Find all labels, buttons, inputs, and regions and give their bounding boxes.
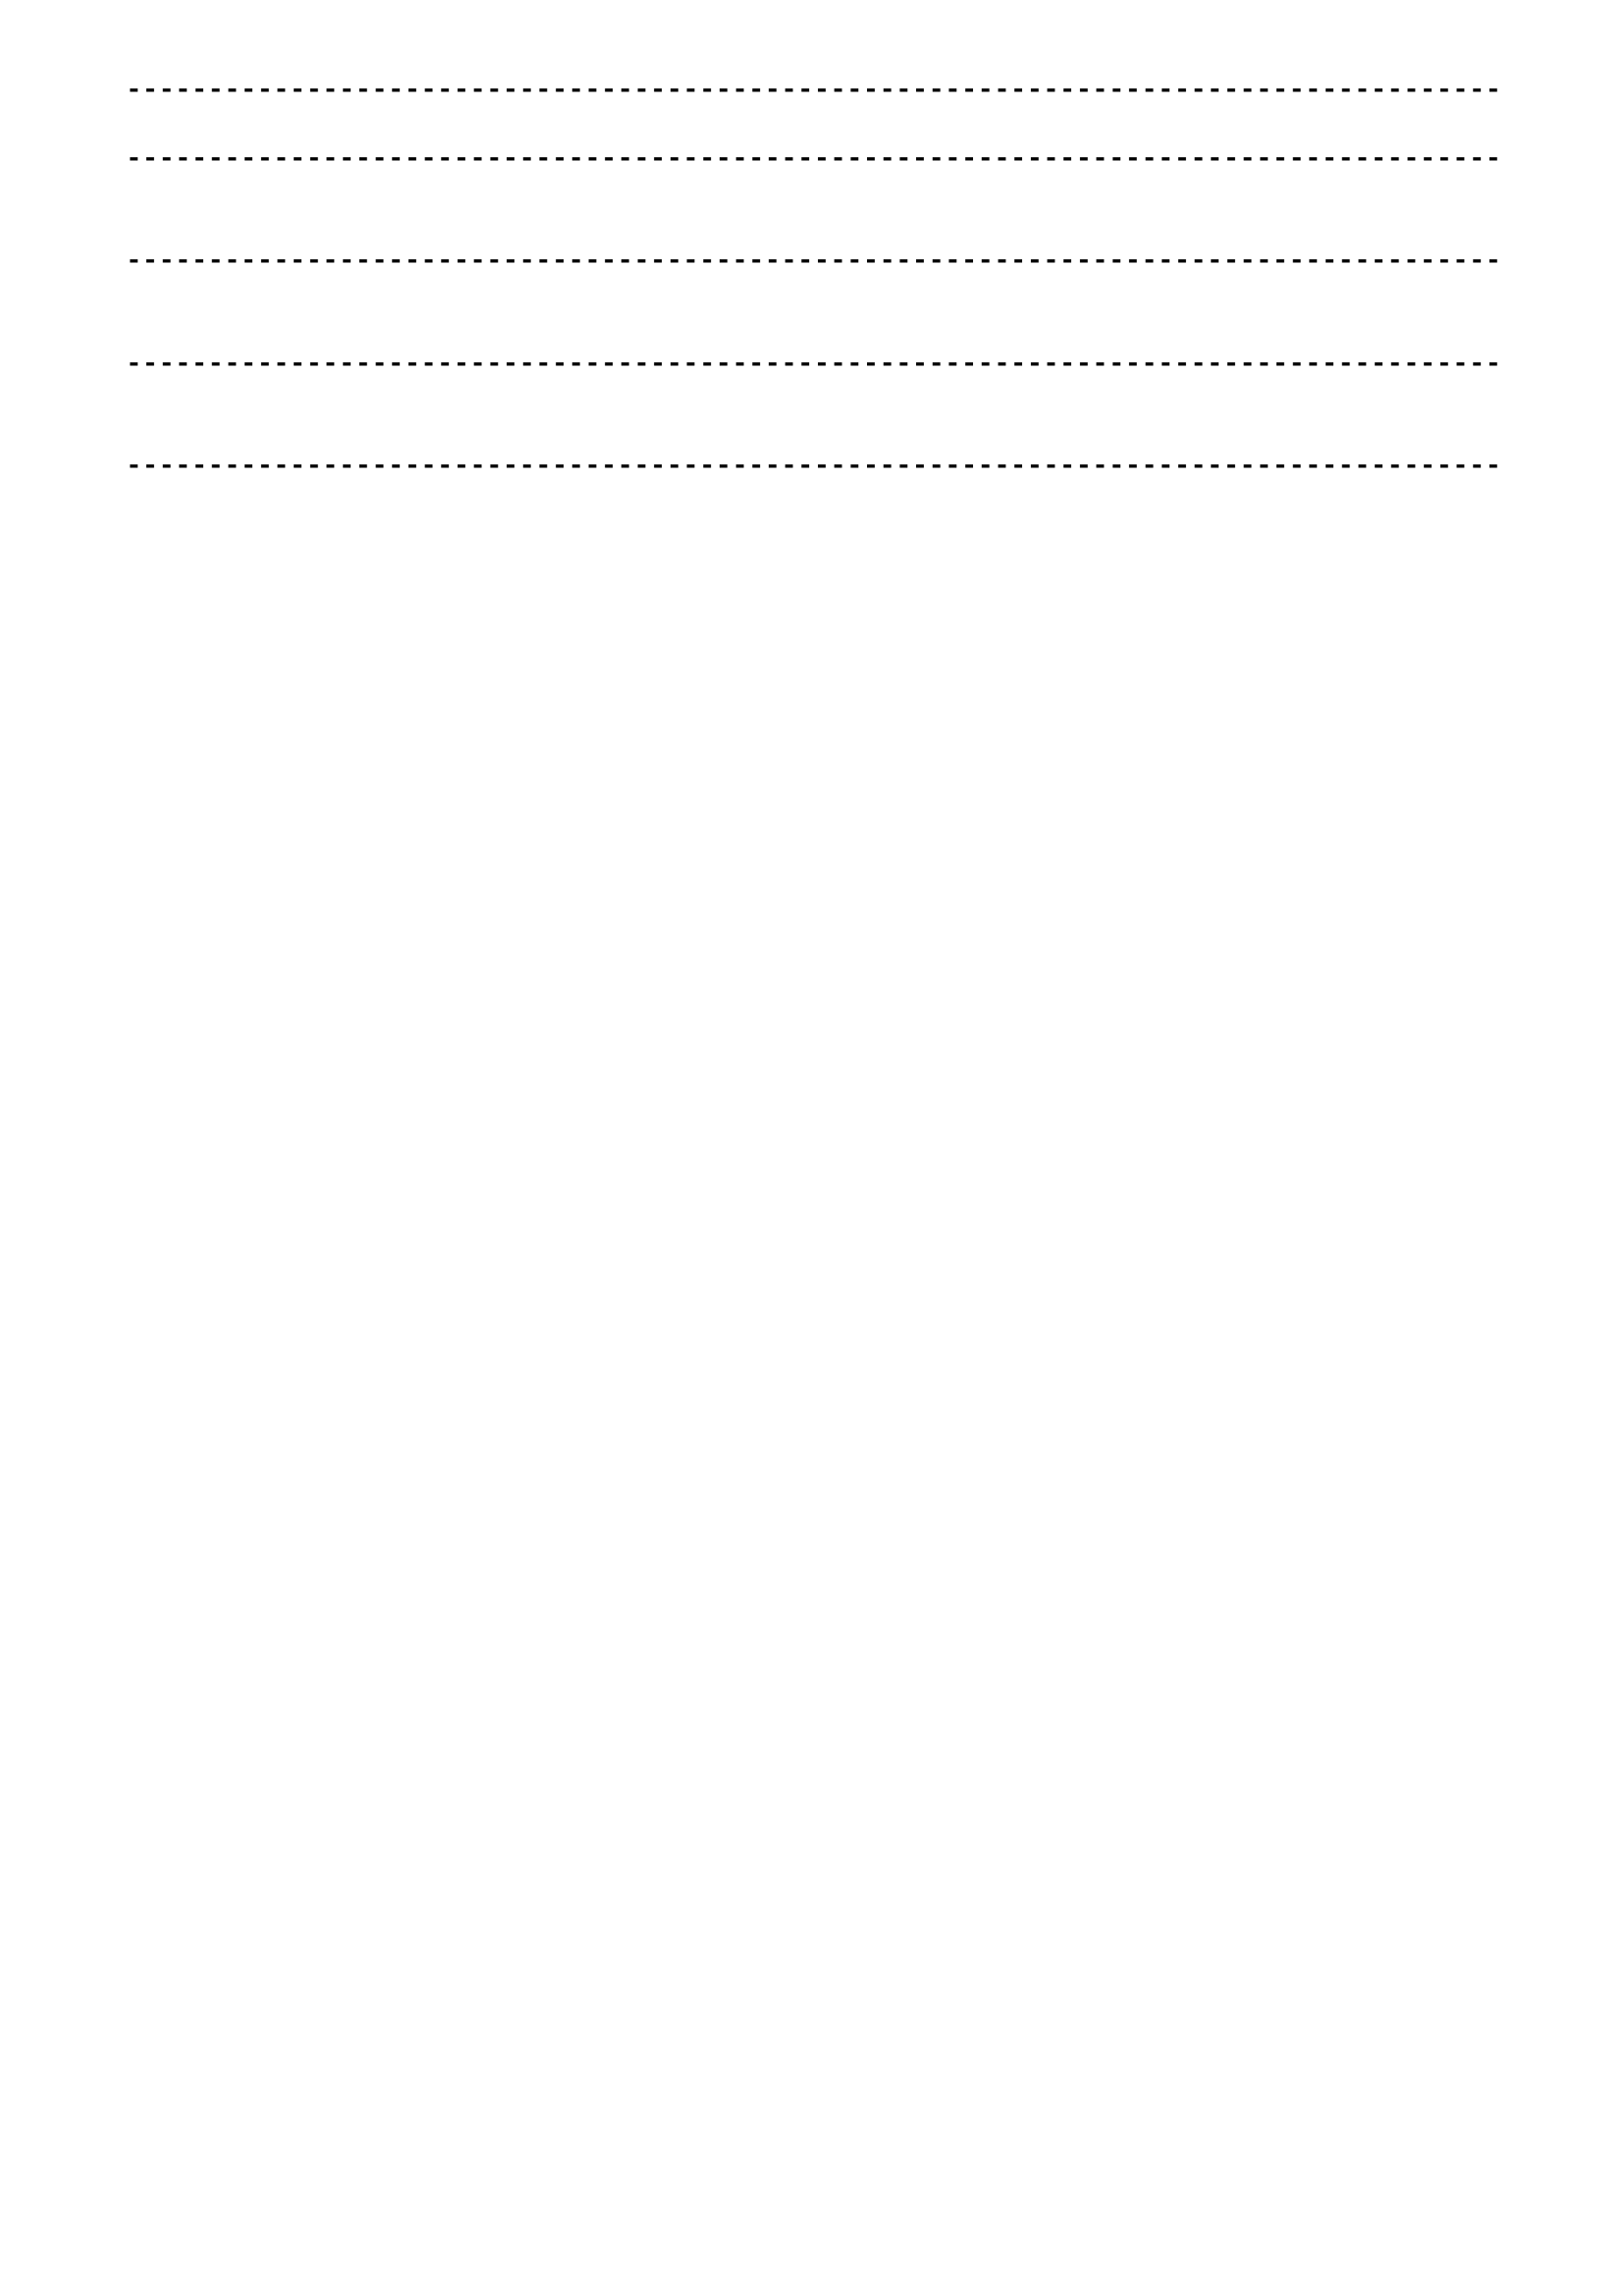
separator: ------------------------------------------------------------------------------------ [126, 452, 1502, 483]
column-header-line-2 [126, 211, 1598, 245]
column-header-line-1 [126, 178, 1598, 212]
blank-line [126, 109, 1598, 143]
column-header-line-1 [126, 383, 1598, 417]
separator: ------------------------------------------------------------------------------------ [126, 76, 1502, 106]
column-header-line-2 [126, 416, 1598, 451]
competition-line [126, 485, 1598, 519]
separator: ------------------------------------------------------------------------------------ [126, 246, 1502, 278]
section-count [126, 314, 1598, 348]
results-document [126, 75, 1598, 554]
section-owner [126, 280, 1598, 314]
competition-date-line [126, 519, 1598, 554]
separator: ------------------------------------------------------------------------------------ [126, 143, 1502, 175]
separator: ------------------------------------------------------------------------------------ [126, 348, 1502, 380]
